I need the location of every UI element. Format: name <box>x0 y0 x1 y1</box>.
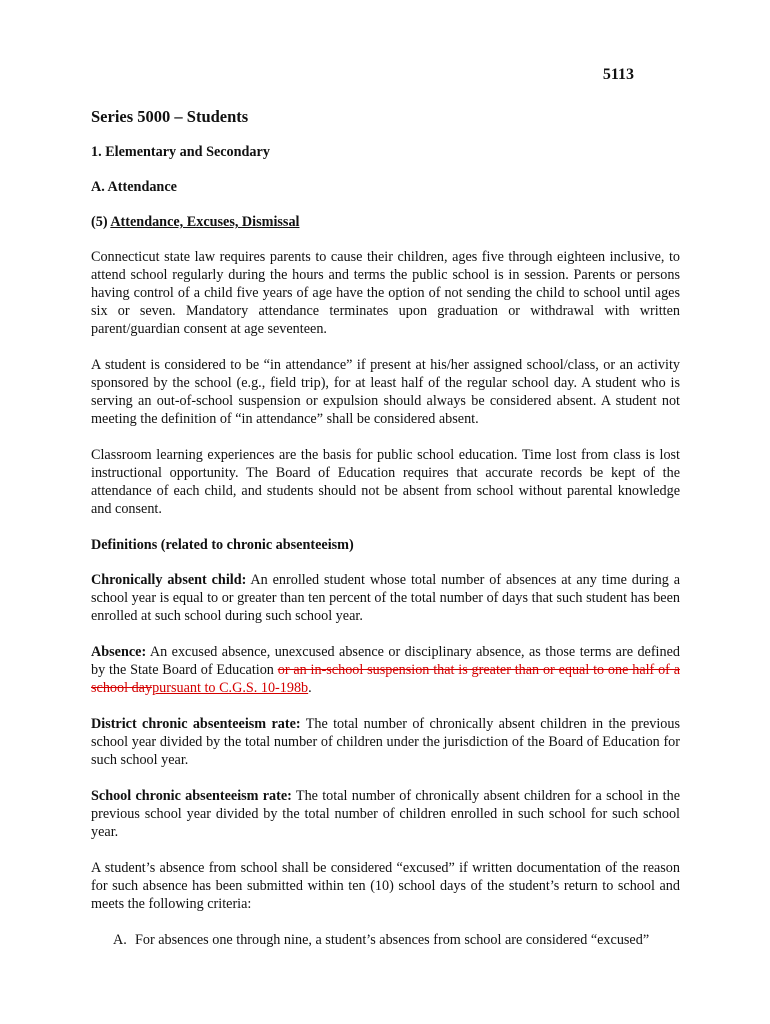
section-heading-elementary: 1. Elementary and Secondary <box>91 144 270 160</box>
definition-text: The total number of chronically absent children for a school in the previous school year divided by the total number of children enrolled in such school for such school year. <box>91 788 681 840</box>
section-number: (5) <box>91 214 111 230</box>
definition-absence <box>91 643 680 697</box>
definition-text: The total number of chronically absent children in the previous school year divided by the total number of children under the jurisdiction of the Board of Education for such school year. <box>91 716 680 768</box>
paragraph-classroom: Classroom learning experiences are the basis for public school education. Time lost from class is lost instructional opportunity. The Board of Education requires that accurate records be kept of the attendance of each child, and students should not be absent from school without parental knowledge and consent. <box>91 447 680 517</box>
definition-term: Absence: <box>91 644 147 660</box>
definition-end: . <box>308 680 312 696</box>
definition-term: District chronic absenteeism rate: <box>91 716 301 732</box>
paragraph-state-law: Connecticut state law requires parents to cause their children, ages five through eighteen inclusive, to attend school regularly during the hours and terms the public school is in session. Parents or persons having control of a child five years of age have the option of not sending the child to school until ages six or seven. Mandatory attendance terminates upon graduation or withdrawal with written parent/guardian consent at age seventeen. <box>91 249 680 337</box>
section-heading-attendance: A. Attendance <box>91 179 177 195</box>
list-marker: A. <box>113 932 127 948</box>
definition-district-rate <box>91 715 680 769</box>
section-title: Attendance, Excuses, Dismissal <box>110 214 300 230</box>
paragraph-in-attendance: A student is considered to be “in attendance” if present at his/her assigned school/class, or an activity sponsored by the school (e.g., field trip), for at least half of the regular school day. A student who is serving an out-of-school suspension or expulsion should always be considered absent. A student not meeting the definition of “in attendance” shall be considered absent. <box>91 357 680 427</box>
definition-chronic <box>91 571 680 625</box>
definition-term: School chronic absenteeism rate: <box>91 788 292 804</box>
definition-school-rate <box>91 787 680 841</box>
definition-text: An excused absence, unexcused absence or disciplinary absence, as those terms are defined by the State Board of Education <box>91 644 680 678</box>
section-heading-excuses <box>91 213 680 231</box>
list-item-text: For absences one through nine, a student’s absences from school are considered “excused” <box>135 932 650 948</box>
definitions-heading: Definitions (related to chronic absenteeism) <box>91 537 354 553</box>
definition-text: An enrolled student whose total number of absences at any time during a school year is equal to or greater than ten percent of the total number of days that such student has been enrolled at such school during such school year. <box>91 572 681 624</box>
document-body <box>91 108 680 949</box>
definition-term: Chronically absent child: <box>91 572 247 588</box>
deleted-text: or an in-school suspension that is greater than or equal to one half of a school day <box>91 662 680 696</box>
paragraph-excused-criteria: A student’s absence from school shall be considered “excused” if written documentation of the reason for such absence has been submitted within ten (10) school days of the student’s return to school and meets the following criteria: <box>91 860 680 912</box>
inserted-text: pursuant to C.G.S. 10-198b <box>152 680 309 696</box>
list-item <box>113 931 680 949</box>
policy-number: 5113 <box>602 66 634 83</box>
series-title: Series 5000 – Students <box>91 107 249 126</box>
